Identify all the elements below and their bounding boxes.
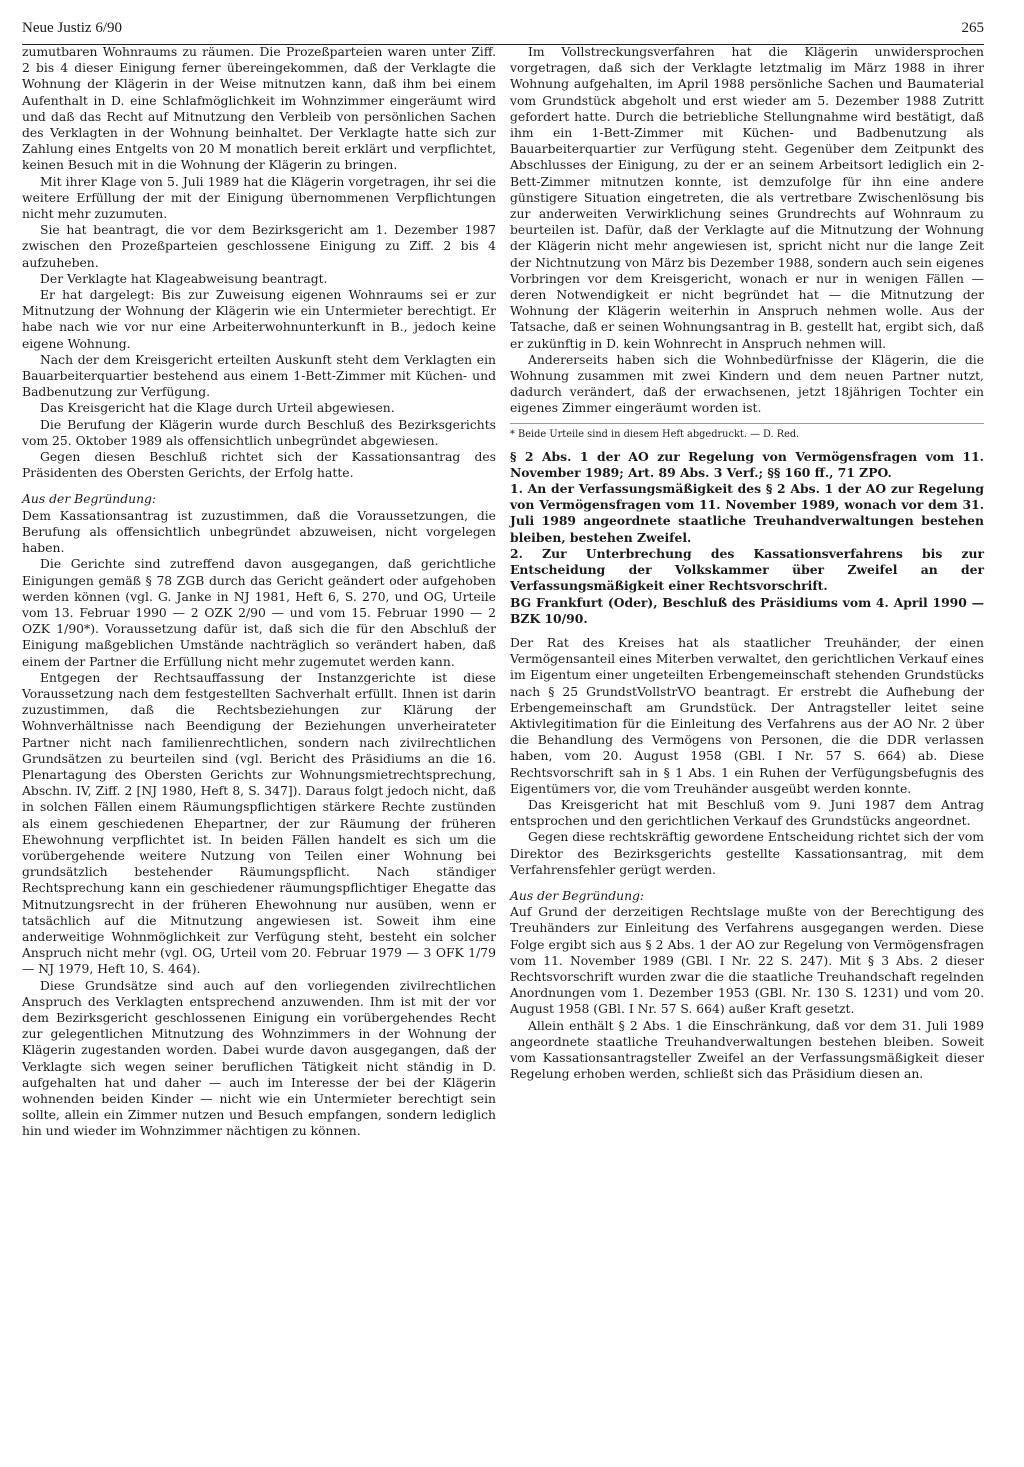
paragraph: Auf Grund der derzeitigen Rechtslage mußte von der Berechtigung des Treuhänders zur Einleitung des Verfahrens ausgegangen werden. Diese Folge ergibt sich aus § 2 Abs. 1 der AO zur Regelung von Vermögensfragen vom 11. November 1989 (GBl. I Nr. 22 S. 247). Mit § 3 Abs. 2 dieser Rechtsvorschrift wurden zwar die die staatliche Treuhandschaft regelnden Anordnungen vom 1. Dezember 1953 (GBl. Nr. 130 S. 1231) und vom 20. August 1958 (GBl. I Nr. 57 S. 664) außer Kraft gesetzt. [510, 905, 984, 1017]
paragraph: Gegen diesen Beschluß richtet sich der Kassationsantrag des Präsidenten des Obersten Gerichts, der Erfolg hatte. [22, 450, 496, 481]
paragraph: Er hat dargelegt: Bis zur Zuweisung eigenen Wohnraums sei er zur Mitnutzung der Wohnung der Klägerin wie ein Untermieter berechtigt. Er habe nach wie vor nur eine Arbeiterwohnunterkunft in B., jedoch keine eigene Wohnung. [22, 288, 496, 351]
left-column [22, 44, 496, 1444]
journal-title: Neue Justiz 6/90 [22, 20, 122, 36]
section-heading: Aus der Begründung: [510, 888, 645, 903]
headnote-1: 1. An der Verfassungsmäßigkeit des § 2 Abs. 1 der AO zur Regelung von Vermögensfragen vom 11. November 1989, wonach vor dem 31. Juli 1989 angeordnete staatliche Treuhandverwaltungen bestehen bleiben, bestehen Zweifel. [510, 481, 984, 545]
paragraph: Die Gerichte sind zutreffend davon ausgegangen, daß gerichtliche Einigungen gemäß § 78 ZGB durch das Gericht geändert oder aufgehoben werden können (vgl. G. Janke in NJ 1981, Heft 6, S. 270, und OG, Urteile vom 13. Februar 1990 — 2 OZK 2/90 — und vom 15. Februar 1990 — 2 OZK 1/90*). Voraussetzung dafür ist, daß sich die für den Abschluß der Einigung maßgeblichen Umstände nachträglich so verändert haben, daß einem der Partner die Erfüllung nicht mehr zugemutet werden kann. [22, 557, 496, 669]
paragraph: Der Verklagte hat Klageabweisung beantragt. [40, 271, 328, 286]
paragraph: zumutbaren Wohnraums zu räumen. Die Prozeßparteien waren unter Ziff. 2 bis 4 dieser Einigung ferner übereingekommen, daß der Verklagte die Wohnung der Klägerin in der Weise mitnutzen kann, daß ihm bei einem Aufenthalt in D. eine Schlafmöglichkeit im Wohnzimmer eingeräumt wird und daß das Recht auf Mitnutzung den Verbleib von persönlichen Sachen des Verklagten in der Wohnung beinhaltet. Der Verklagte hatte sich zur Zahlung eines Entgelts von 20 M monatlich bereit erklärt und verpflichtet, keinen Besuch mit in die Wohnung der Klägerin zu bringen. [22, 45, 496, 173]
paragraph: Das Kreisgericht hat mit Beschluß vom 9. Juni 1987 dem Antrag entsprochen und den gerichtlichen Verkauf des Grundstücks angeordnet. [510, 797, 984, 829]
paragraph: Im Vollstreckungsverfahren hat die Klägerin unwidersprochen vorgetragen, daß sich der Verklagte letztmalig im März 1988 in ihrer Wohnung aufgehalten, im April 1988 persönliche Sachen und Baumaterial vom Grundstück abgeholt und erst wieder am 5. Dezember 1988 Zutritt gefordert hatte. Durch die betriebliche Stellungnahme wird bestätigt, daß ihm ein 1-Bett-Zimmer mit Küchen- und Badbenutzung als Bauarbeiterquartier zur Verfügung steht. Gegenüber dem Zeitpunkt des Abschlusses der Einigung, zu der er an seinem Arbeitsort lediglich ein 2-Bett-Zimmer mitnutzen konnte, ist demzufolge für ihn eine andere günstigere Situation eingetreten, die als vertretbare Zwischenlösung bis zur anderweiten Verwirklichung seines Grundrechts auf Wohnraum zu beurteilen ist. Dafür, daß der Verklagte auf die Mitnutzung der Wohnung der Klägerin nicht mehr angewiesen ist, spricht nicht nur die lange Zeit der Nichtnutzung von März bis Dezember 1988, sondern auch sein eigenes Vorbringen vor dem Kreisgericht, wonach er nur in wenigen Fällen — deren Notwendigkeit er nicht begründet hat — die Mitnutzung der Wohnung der Klägerin weiterhin in Anspruch nehmen wolle. Aus der Tatsache, daß er seinen Wohnungsantrag in B. gestellt hat, ergibt sich, daß er zukünftig in D. kein Wohnrecht in Anspruch nehmen will. [510, 45, 984, 351]
paragraph: Allein enthält § 2 Abs. 1 die Einschränkung, daß vor dem 31. Juli 1989 angeordnete staatliche Treuhandverwaltungen bestehen bleiben. Soweit vom Kassationsantragsteller Zweifel an der Verfassungsmäßigkeit dieser Regelung erhoben werden, schließt sich das Präsidium diesen an. [510, 1018, 984, 1082]
paragraph: Sie hat beantragt, die vor dem Bezirksgericht am 1. Dezember 1987 zwischen den Prozeßparteien geschlossene Einigung zu Ziff. 2 bis 4 aufzuheben. [22, 223, 496, 270]
right-column [510, 44, 984, 1444]
page-number: 265 [961, 20, 984, 36]
paragraph: Der Rat des Kreises hat als staatlicher Treuhänder, der einen Vermögensanteil eines Miterben verwaltet, den gerichtlichen Verkauf eines im Eigentum einer ungeteilten Erbengemeinschaft stehenden Grundstücks nach § 25 GrundstVollstrVO beantragt. Er erstrebt die Aufhebung der Erbengemeinschaft am Grundstück. Der Antragsteller leitet seine Aktivlegitimation für die Einleitung des Verfahrens aus der AO Nr. 2 über die Behandlung des Vermögens von Personen, die die DDR verlassen haben, vom 20. August 1958 (GBl. I Nr. 57 S. 664) ab. Diese Rechtsvorschrift sah in § 1 Abs. 1 ein Ruhen der Verfügungsbefugnis des Eigentümers vor, die vom Treuhänder ausgeübt werden konnte. [510, 635, 984, 796]
paragraph: Die Berufung der Klägerin wurde durch Beschluß des Bezirksgerichts vom 25. Oktober 1989 als offensichtlich unbegründet abgewiesen. [22, 417, 496, 448]
paragraph: Dem Kassationsantrag ist zuzustimmen, daß die Voraussetzungen, die Berufung als offensichtlich unbegründet abzuweisen, nicht vorgelegen haben. [22, 508, 496, 556]
headnote-2: 2. Zur Unterbrechung des Kassationsverfahrens bis zur Entscheidung der Volkskammer über Zweifel an der Verfassungsmäßigkeit einer Rechtsvorschrift. [510, 545, 984, 594]
paragraph: Nach der dem Kreisgericht erteilten Auskunft steht dem Verklagten ein Bauarbeiterquartier bestehend aus einem 1-Bett-Zimmer mit Küchen- und Badbenutzung zur Verfügung. [22, 352, 496, 400]
paragraph: Diese Grundsätze sind auch auf den vorliegenden zivilrechtlichen Anspruch des Verklagten entsprechend anzuwenden. Ihm ist mit der vor dem Bezirksgericht geschlossenen Einigung ein vorübergehendes Recht zur gelegentlichen Mitnutzung des Wohnzimmers in der Wohnung der Klägerin zugestanden worden. Dabei wurde davon ausgegangen, daß der Verklagte sich wegen seiner beruflichen Tätigkeit nicht ständig in D. aufgehalten hat und daher — auch im Interesse der bei der Klägerin wohnenden beiden Kinder — nicht wie ein Untermieter berechtigt sein sollte, allein ein Zimmer nutzen und Besuch empfangen, sondern lediglich hin und wieder im Wohnzimmer nächtigen zu können. [22, 978, 496, 1139]
statute-reference: § 2 Abs. 1 der AO zur Regelung von Vermögensfragen vom 11. November 1989; Art. 89 Abs. 3 Verf.; §§ 160 ff., 71 ZPO. [510, 448, 984, 480]
paragraph: Andererseits haben sich die Wohnbedürfnisse der Klägerin, die die Wohnung zusammen mit zwei Kindern und dem neuen Partner nutzt, dadurch verändert, daß der erwachsenen, jetzt 18jährigen Tochter ein eigenes Zimmer eingeräumt worden ist. [510, 352, 984, 416]
running-header [22, 14, 984, 45]
paragraph: Das Kreisgericht hat die Klage durch Urteil abgewiesen. [40, 401, 395, 416]
paragraph: Entgegen der Rechtsauffassung der Instanzgerichte ist diese Voraussetzung nach dem festgestellten Sachverhalt erfüllt. Ihnen ist darin zuzustimmen, daß die Rechtsbeziehungen zur Klärung der Wohnverhältnisse nach Beendigung der Beziehungen unverheirateter Partner nicht nach familienrechtlichen, sondern nach zivilrechtlichen Grundsätzen zu beurteilen sind (vgl. Bericht des Präsidiums an die 16. Plenartagung des Obersten Gerichts zur Wohnungsmietrechtsprechung, Abschn. IV, Ziff. 2 [NJ 1980, Heft 8, S. 347]). Daraus folgt jedoch nicht, daß in solchen Fällen einem Räumungspflichtigen stärkere Rechte zustünden als einem geschiedenen Ehepartner, der zur Räumung der früheren Ehewohnung verpflichtet ist. In beiden Fällen handelt es sich um die vorübergehende weitere Nutzung von Teilen einer Wohnung bei grundsätzlich bestehender Räumungspflicht. Nach ständiger Rechtsprechung kann ein geschiedener räumungspflichtiger Ehegatte das Mitnutzungsrecht in der früheren Ehewohnung nur ausüben, wenn er tatsächlich auf die Mitnutzung angewiesen ist. Soweit ihm eine anderweitige Wohnmöglichkeit zur Verfügung steht, besteht ein solcher Anspruch nicht mehr (vgl. OG, Urteil vom 20. Februar 1979 — 3 OFK 1/79 — NJ 1979, Heft 10, S. 464). [22, 670, 496, 977]
section-heading: Aus der Begründung: [22, 492, 157, 507]
paragraph: Mit ihrer Klage von 5. Juli 1989 hat die Klägerin vorgetragen, ihr sei die weitere Erfüllung der mit der Einigung übernommenen Verpflichtungen nicht mehr zuzumuten. [22, 174, 496, 222]
two-column-body [22, 44, 984, 1444]
court-citation: BG Frankfurt (Oder), Beschluß des Präsidiums vom 4. April 1990 — BZK 10/90. [510, 594, 984, 626]
paragraph: Gegen diese rechtskräftig gewordene Entscheidung richtet sich der vom Direktor des Bezirksgerichts gestellte Kassationsantrag, mit dem Verfahrensfehler gerügt werden. [510, 830, 984, 877]
footnote: * Beide Urteile sind in diesem Heft abgedruckt. — D. Red. [510, 423, 984, 441]
